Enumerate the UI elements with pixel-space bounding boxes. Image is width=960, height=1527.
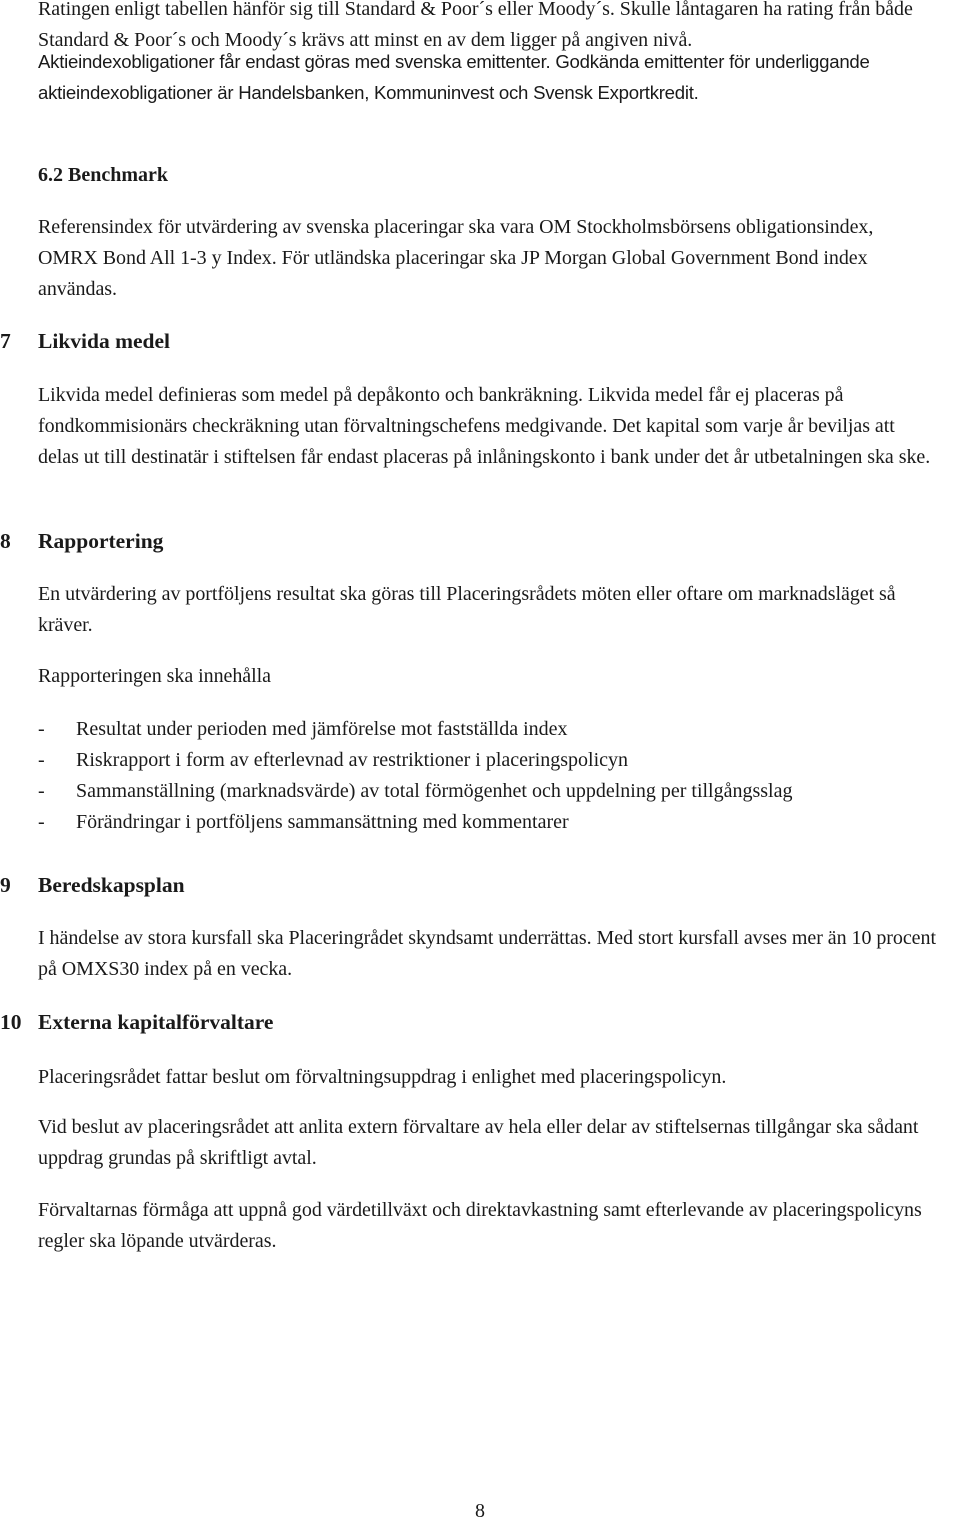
- section-8-title: Rapportering: [38, 529, 164, 553]
- ratings-paragraph: Ratingen enligt tabellen hänför sig till Standard & Poor´s eller Moody´s. Skulle låntagaren ha rating från både Standard & Poor´s och Moody´s krävs att minst en av dem ligger på angiven nivå.: [38, 0, 913, 51]
- section-8-heading: [0, 526, 163, 557]
- section-7-title: Likvida medel: [38, 329, 171, 353]
- section-9-body: I händelse av stora kursfall ska Placeringrådet skyndsamt underrättas. Med stort kursfall avses mer än 10 procent på OMXS30 index på en vecka.: [38, 927, 936, 980]
- section-7-body: Likvida medel definieras som medel på depåkonto och bankräkning. Likvida medel får ej placeras på fondkommisionärs checkräkning utan förvaltningschefens medgivande. Det kapital som varje år beviljas att delas ut till destinatär i stiftelsen får endast placeras på inlåningskonto i bank under det år utbetalningen ska ske.: [38, 384, 931, 468]
- section-8-list-intro: Rapporteringen ska innehålla: [38, 665, 271, 687]
- list-item: - Förändringar i portföljens sammansättning med kommentarer: [38, 811, 569, 833]
- section-6-2-heading: 6.2 Benchmark: [38, 164, 168, 186]
- list-item: - Riskrapport i form av efterlevnad av restriktioner i placeringspolicyn: [38, 749, 629, 771]
- section-10-body-3: Förvaltarnas förmåga att uppnå god värdetillväxt och direktavkastning samt efterlevande av placeringspolicyns regler ska löpande utvärderas.: [38, 1199, 922, 1252]
- section-10-body-2: Vid beslut av placeringsrådet att anlita extern förvaltare av hela eller delar av stiftelsernas tillgångar ska sådant uppdrag grundas på skriftligt avtal.: [38, 1116, 919, 1169]
- section-7-heading: [0, 326, 170, 357]
- section-8-number: 8: [0, 529, 11, 553]
- section-7-number: 7: [0, 329, 11, 353]
- section-8-body: En utvärdering av portföljens resultat ska göras till Placeringsrådets möten eller oftare om marknadsläget så kräver.: [38, 583, 896, 636]
- section-9-number: 9: [0, 873, 11, 897]
- list-item: - Resultat under perioden med jämförelse mot fastställda index: [38, 718, 568, 740]
- section-10-body-1: Placeringsrådet fattar beslut om förvaltningsuppdrag i enlighet med placeringspolicyn.: [38, 1066, 727, 1088]
- section-10-heading: [0, 1007, 273, 1038]
- report-contents-list: [38, 714, 792, 838]
- section-9-title: Beredskapsplan: [38, 873, 185, 897]
- section-6-2-body: Referensindex för utvärdering av svenska placeringar ska vara OM Stockholmsbörsens obligationsindex, OMRX Bond All 1-3 y Index. För utländska placeringar ska JP Morgan Global Government Bond index användas.: [38, 216, 874, 300]
- section-10-title: Externa kapitalförvaltare: [38, 1010, 274, 1034]
- page-number: 8: [475, 1500, 485, 1522]
- list-item: - Sammanställning (marknadsvärde) av total förmögenhet och uppdelning per tillgångsslag: [38, 780, 793, 802]
- aktieindex-paragraph: Aktieindexobligationer får endast göras med svenska emittenter. Godkända emittenter för underliggande aktieindexobligationer är Handelsbanken, Kommuninvest och Svensk Exportkredit.: [38, 51, 870, 103]
- section-9-heading: [0, 870, 185, 901]
- section-10-number: 10: [0, 1010, 22, 1034]
